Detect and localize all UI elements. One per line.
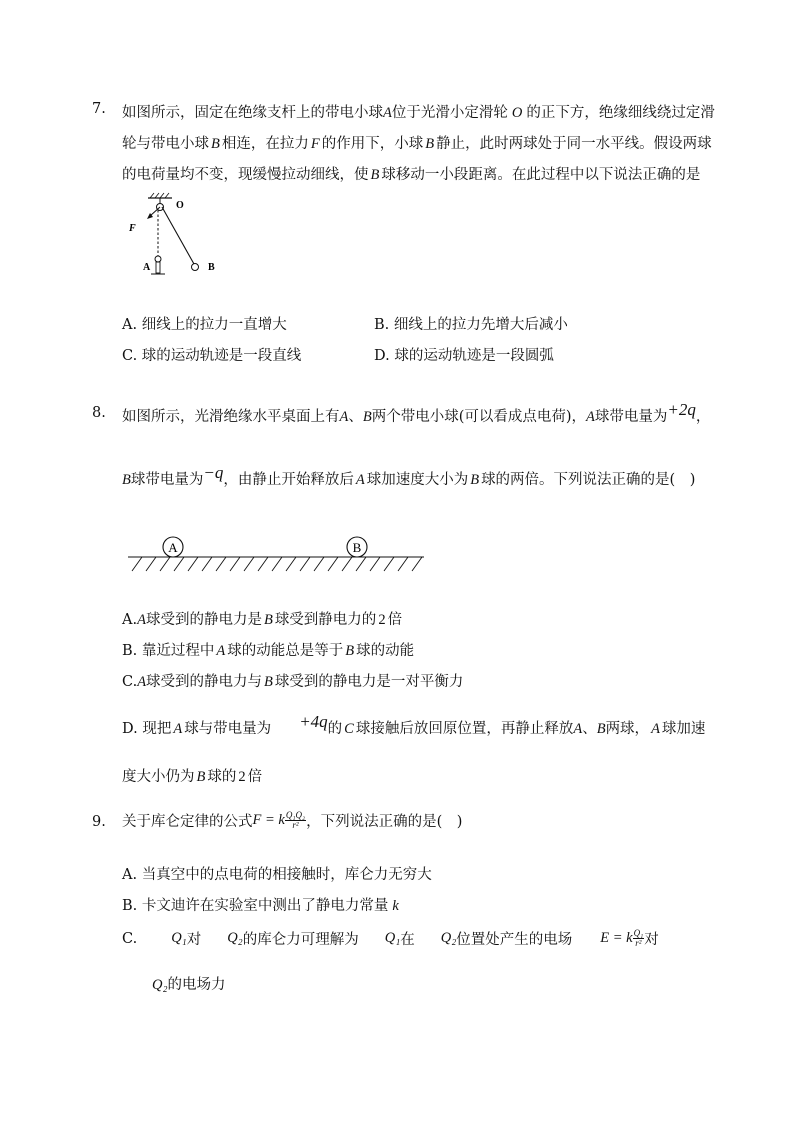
ball-a (155, 256, 161, 262)
label-b: B (352, 540, 362, 555)
q8-table-figure (124, 535, 428, 575)
label-a: A (168, 540, 178, 555)
q9-stem: 关于库仑定律的公式F = k $\frac{\text{Q₁Q₂}}{\text{r²}}$ ，下列说法正确的是( ) (122, 810, 463, 830)
field-fraction: $\frac{\text{Q₁}}{\text{r²}}$ (633, 928, 644, 948)
q8-option-a[interactable]: A.A球受到的静电力是 B 球受到静电力的 2 倍 (122, 612, 403, 628)
q9-option-c-cont: Q₂的电场力 (152, 977, 226, 993)
label-b: B (208, 262, 215, 273)
q8-option-c[interactable]: C.A球受到的静电力与 B 球受到的静电力是一对平衡力 (122, 674, 464, 690)
q7-option-d[interactable]: D. 球的运动轨迹是一段圆弧 (374, 348, 554, 364)
q9-number: 9. (92, 814, 106, 830)
q8-number: 8. (92, 405, 106, 421)
q7-stem-line1: 如图所示，固定在绝缘支杆上的带电小球A位于光滑小定滑轮 O 的正下方，绝缘细线绕过定滑 (122, 105, 715, 121)
q7-stem-line2: 轮与带电小球 B 相连，在拉力 F 的作用下，小球 B 静止，此时两球处于同一水平线。假设两球 (122, 136, 712, 152)
label-o: O (176, 200, 184, 211)
q7-stem-line3: 的电荷量均不变，现缓慢拉动细线，使 B 球移动一小段距离。在此过程中以下说法正确的是 (122, 167, 701, 183)
q9-option-c[interactable]: C. Q₁对 Q₂的库仑力可理解为 Q₁在 Q₂位置处产生的电场 E = k $\frac{\text{Q₁}}{\text{r²}}$ 对 (122, 928, 659, 948)
q8-option-d-cont: 度大小仍为 B 球的 2 倍 (122, 769, 263, 785)
q7-option-b[interactable]: B. 细线上的拉力先增大后减小 (374, 317, 568, 333)
q7-option-a[interactable]: A. 细线上的拉力一直增大 (122, 317, 287, 333)
label-a: A (143, 262, 151, 273)
q7-number: 7. (92, 101, 106, 117)
q7-pulley-figure (120, 192, 230, 284)
q9-option-a[interactable]: A. 当真空中的点电荷的相接触时，库仑力无穷大 (122, 867, 432, 883)
q9-option-b[interactable]: B. 卡文迪许在实验室中测出了静电力常量 k (122, 898, 399, 914)
q8-stem-line1: 如图所示，光滑绝缘水平桌面上有A、B两个带电小球(可以看成点电荷)，A球带电量为+2q， (122, 400, 711, 425)
coulomb-formula: F = k (252, 812, 285, 828)
coulomb-fraction: $\frac{\text{Q₁Q₂}}{\text{r²}}$ (285, 810, 306, 830)
ball-b (192, 264, 199, 271)
label-f: F (129, 223, 136, 234)
q8-option-b[interactable]: B. 靠近过程中 A 球的动能总是等于 B 球的动能 (122, 643, 415, 659)
q8-stem-line2: B球带电量为−q，由静止开始释放后 A 球加速度大小为 B 球的两倍。下列说法正确的是( ) (122, 463, 696, 488)
field-formula: E = k (600, 930, 633, 946)
q7-option-c[interactable]: C. 球的运动轨迹是一段直线 (122, 348, 302, 364)
q8-option-d[interactable]: D. 现把 A 球与带电量为 +4q的 C 球接触后放回原位置，再静止释放A、B两球， A 球加速 (122, 712, 706, 737)
